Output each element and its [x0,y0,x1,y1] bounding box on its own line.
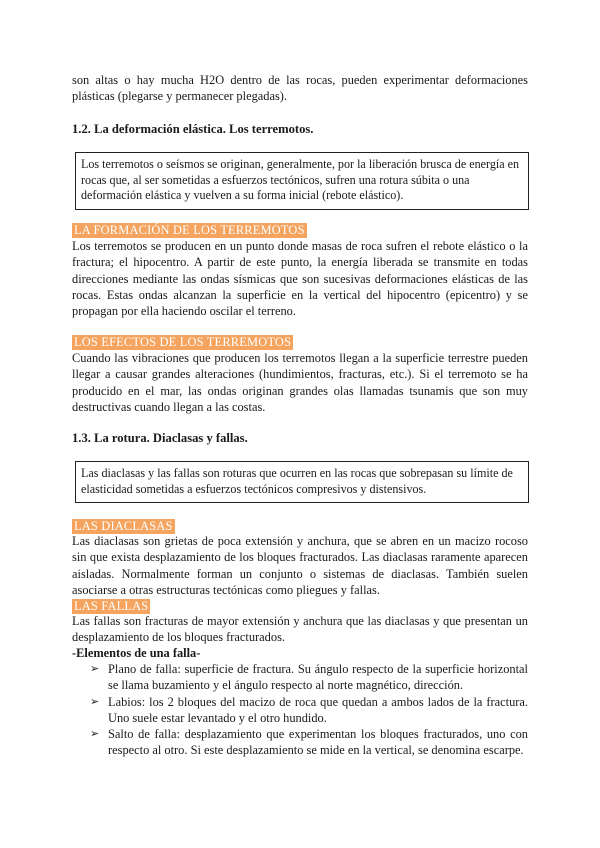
definition-box-roturas: Las diaclasas y las fallas son roturas que ocurren en las rocas que sobrepasan su límite de elasticidad sometidas a esfuerzos tectónicos compresivos y distensivos. [75,461,529,503]
elementos-falla-title: -Elementos de una falla- [72,646,201,660]
formacion-paragraph: Los terremotos se producen en un punto donde masas de roca sufren el rebote elástico o la fractura; el hipocentro. A partir de este punto, la energía liberada se transmite en todas direcciones mediante las ondas sísmicas que son sucesivas deformaciones elásticas de las rocas. Estas ondas alcanzan la superficie en la vertical del hipocentro (epicentro) y se propagan por ella haciendo oscilar el terreno. [72,239,528,319]
intro-paragraph: son altas o hay mucha H2O dentro de las rocas, pueden experimentar deformaciones plásticas (plegarse y permanecer plegadas). [72,73,528,104]
elementos-falla-list [72,661,528,759]
arrow-bullet-icon: ➢ [90,694,100,708]
definition-box-terremotos: Los terremotos o seísmos se originan, generalmente, por la liberación brusca de energía en rocas que, al ser sometidas a esfuerzos tectónicos, sufren una rotura súbita o una deformación elástica y vuelven a su forma inicial (rebote elástico). [75,152,529,210]
section-1-3-title: 1.3. La rotura. Diaclasas y fallas. [72,431,248,445]
section-label-fallas: LAS FALLAS [74,599,149,613]
list-item-text: Plano de falla: superficie de fractura. Su ángulo respecto de la superficie horizontal se llama buzamiento y el ángulo respecto al norte magnético, dirección. [108,662,528,693]
list-item [72,694,528,727]
efectos-paragraph: Cuando las vibraciones que producen los terremotos llegan a la superficie terrestre pueden llegar a causar grandes alteraciones (hundimientos, fracturas, etc.). Si el terremoto se ha producido en el mar, las ondas originan grandes olas llamadas tsunamis que son muy destructivas cuando llegan a las costas. [72,351,528,414]
arrow-bullet-icon: ➢ [90,727,100,741]
section-label-diaclasas: LAS DIACLASAS [74,519,173,533]
list-item-text: Labios: los 2 bloques del macizo de roca que quedan a ambos lados de la fractura. Uno suele estar levantado y el otro hundido. [108,694,528,725]
efectos-label-row [72,333,293,351]
list-item [72,726,528,759]
section-label-efectos: LOS EFECTOS DE LOS TERREMOTOS [74,335,292,349]
section-1-2-title: 1.2. La deformación elástica. Los terremotos. [72,122,314,136]
formacion-label-row [72,221,307,239]
list-item-text: Salto de falla: desplazamiento que experimentan los bloques fracturados, uno con respecto al otro. Si este desplazamiento se mide en la vertical, se denomina escarpe. [108,727,528,758]
fallas-paragraph: Las fallas son fracturas de mayor extensión y anchura que las diaclasas y que presentan un desplazamiento de los bloques fracturados. [72,614,528,645]
section-label-formacion: LA FORMACIÓN DE LOS TERREMOTOS [74,223,305,237]
list-item [72,661,528,694]
arrow-bullet-icon: ➢ [90,662,100,675]
diaclasas-paragraph: Las diaclasas son grietas de poca extensión y anchura, que se abren en un macizo rocoso sin que exista desplazamiento de los bloques fracturados. Las diaclasas raramente aparecen aisladas. Normalmente forman un conjunto o sistemas de diaclasas. También suelen asociarse a otras estructuras tectónicas como pliegues y fallas. [72,534,528,597]
